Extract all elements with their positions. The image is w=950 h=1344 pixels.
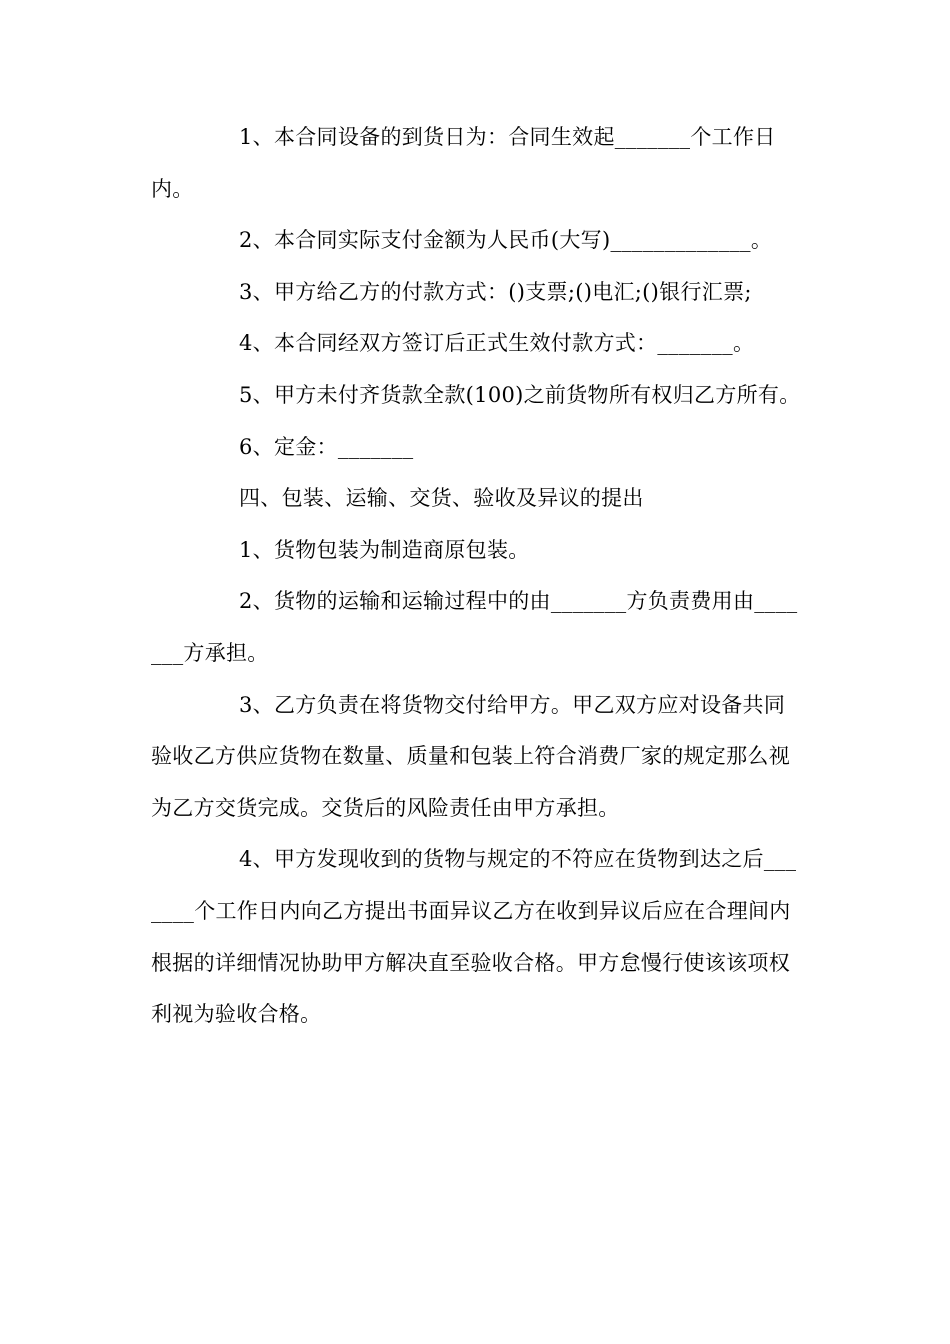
clause-5-ownership: 5、甲方未付齐货款全款(100)之前货物所有权归乙方所有。	[239, 382, 801, 407]
clause-1-delivery-date: 1、本合同设备的到货日为：合同生效起_______个工作日内。	[151, 125, 776, 201]
packaging-clause-2: 2、货物的运输和运输过程中的由_______方负责费用由_______方承担。	[151, 589, 798, 665]
packaging-clause-1: 1、货物包装为制造商原包装。	[239, 537, 530, 562]
section-heading-packaging: 四、包装、运输、交货、验收及异议的提出	[239, 486, 644, 511]
packaging-clause-4: 4、甲方发现收到的货物与规定的不符应在货物到达之后_______个工作日内向乙方提出书面异议乙方在收到异议后应在合理间内根据的详细情况协助甲方解决直至验收合格。甲方怠慢行使该该项权利视为验收合格。	[151, 847, 797, 1027]
clause-6-deposit: 6、定金：_______	[239, 434, 414, 459]
packaging-clause-3: 3、乙方负责在将货物交付给甲方。甲乙双方应对设备共同验收乙方供应货物在数量、质量和包装上符合消费厂家的规定那么视为乙方交货完成。交货后的风险责任由甲方承担。	[151, 692, 790, 820]
clause-3-payment-method: 3、甲方给乙方的付款方式：()支票;()电汇;()银行汇票;	[239, 279, 752, 304]
clause-4-effective-payment: 4、本合同经双方签订后正式生效付款方式：_______。	[239, 331, 755, 356]
document-body	[151, 112, 801, 1041]
clause-2-payment-amount: 2、本合同实际支付金额为人民币(大写)_____________。	[239, 228, 773, 253]
